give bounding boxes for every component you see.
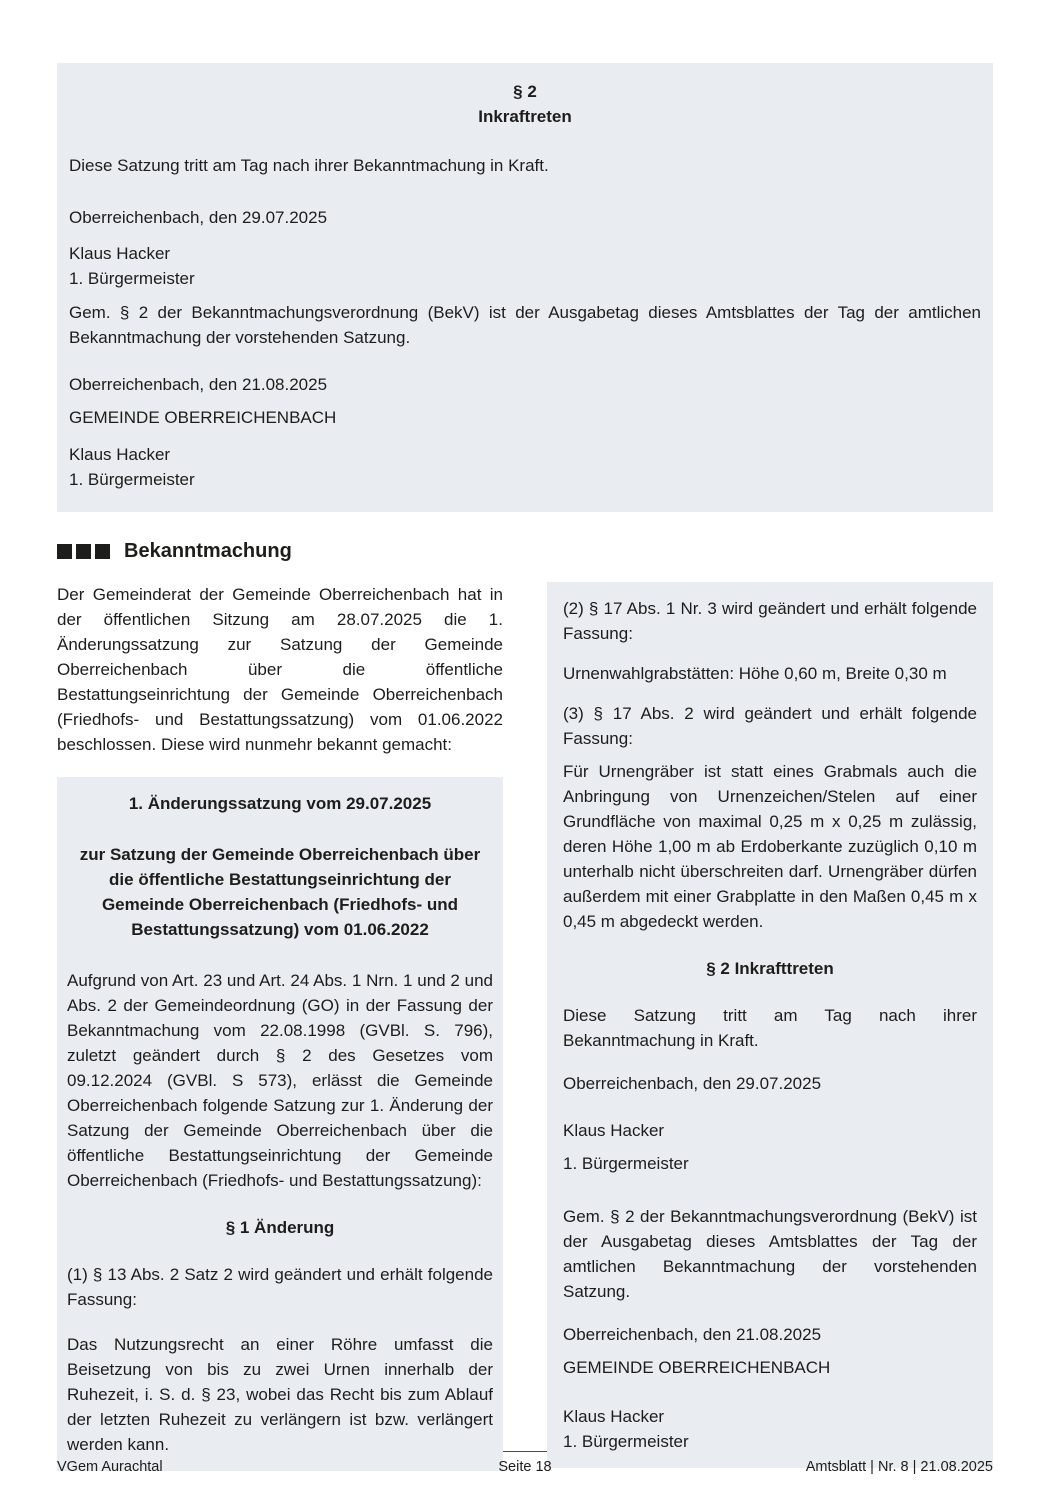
top-box-heading-paragraph-number: § 2 xyxy=(513,82,537,101)
signer-name: Klaus Hacker xyxy=(69,445,171,464)
footer-issue-info: Amtsblatt | Nr. 8 | 21.08.2025 xyxy=(805,1459,993,1475)
signer-title: 1. Bürgermeister xyxy=(69,269,195,288)
legal-basis-paragraph: Aufgrund von Art. 23 und Art. 24 Abs. 1 Nrn. 1 und 2 und Abs. 2 der Gemeindeordnung (GO) in der Fassung der Bekanntmachung vom 22.08.1998 (GVBl. S. 796), zuletzt geändert durch § 2 des Gesetzes vom 09.12.2024 (GVBl. S 573), erlässt die Gemeinde Oberreichenbach folgende Satzung zur 1. Änderung der Satzung der Gemeinde Oberreichenbach über die öffentliche Bestattungseinrichtung der Gemeinde Oberreichenbach (Friedhofs- und Bestattungssatzung): xyxy=(67,971,493,1190)
satzung-title: 1. Änderungssatzung vom 29.07.2025 xyxy=(128,794,432,813)
left-column xyxy=(57,582,503,1454)
top-box-date-1: Oberreichenbach, den 29.07.2025 xyxy=(69,208,328,227)
amendment-1-text: Das Nutzungsrecht an einer Röhre umfasst die Beisetzung von bis zu zwei Urnen innerhalb der Ruhezeit, i. S. d. § 23, wobei das Recht bis zum Ablauf der letzten Ruhezeit zu verlängern ist bzw. verlängert werden kann. xyxy=(67,1335,493,1454)
section-marker-square-icon xyxy=(76,544,91,559)
top-box-effective-clause: Diese Satzung tritt am Tag nach ihrer Bekanntmachung in Kraft. xyxy=(69,156,549,175)
right-column xyxy=(547,582,993,1451)
top-box-heading xyxy=(69,79,981,129)
top-box-municipality: GEMEINDE OBERREICHENBACH xyxy=(69,408,337,427)
right-box-date-2: Oberreichenbach, den 21.08.2025 xyxy=(563,1325,822,1344)
top-box-signature-1 xyxy=(69,241,981,291)
satzung-subtitle: zur Satzung der Gemeinde Oberreichenbach über die öffentliche Bestattungseinrichtung der Gemeinde Oberreichenbach (Friedhofs- und Bestattungssatzung) vom 01.06.2022 xyxy=(79,845,481,939)
two-column-body xyxy=(57,582,993,1454)
top-box-heading-title: Inkraftreten xyxy=(478,107,572,126)
footer-page-number: Seite 18 xyxy=(498,1459,552,1475)
top-box-publication-clause: Gem. § 2 der Bekanntmachungsverordnung (BekV) ist der Ausgabetag dieses Amtsblattes der Tag der amtlichen Bekanntmachung der vorstehenden Satzung. xyxy=(69,303,981,347)
bekanntmachung-heading xyxy=(57,540,993,562)
signer-name: Klaus Hacker xyxy=(563,1121,665,1140)
amendment-satzung-box xyxy=(57,777,503,1471)
signer-title: 1. Bürgermeister xyxy=(563,1432,689,1451)
amendment-3-text: Für Urnengräber ist statt eines Grabmals auch die Anbringung von Urnenzeichen/Stelen auf einer Grundfläche von maximal 0,25 m x 0,25 m zulässig, deren Höhe 1,00 m ab Erdoberkante zuzüglich 0,10 m unterhalb nicht überschreiten darf. Urnengräber dürfen außerdem mit einer Grabplatte in den Maßen 0,45 m x 0,45 m abgedeckt werden. xyxy=(563,762,977,931)
top-notice-box xyxy=(57,63,993,512)
right-box-signature-1 xyxy=(563,1118,977,1176)
amendment-3-intro: (3) § 17 Abs. 2 wird geändert und erhält folgende Fassung: xyxy=(563,704,977,748)
right-box-date-1: Oberreichenbach, den 29.07.2025 xyxy=(563,1074,822,1093)
effective-clause: Diese Satzung tritt am Tag nach ihrer Bekanntmachung in Kraft. xyxy=(563,1006,977,1050)
footer-publisher: VGem Aurachtal xyxy=(57,1459,163,1475)
top-box-date-2: Oberreichenbach, den 21.08.2025 xyxy=(69,375,328,394)
section-marker-square-icon xyxy=(95,544,110,559)
amendment-2-intro: (2) § 17 Abs. 1 Nr. 3 wird geändert und erhält folgende Fassung: xyxy=(563,599,977,643)
section-title: Bekanntmachung xyxy=(124,540,292,562)
amendment-1-intro: (1) § 13 Abs. 2 Satz 2 wird geändert und erhält folgende Fassung: xyxy=(67,1265,493,1309)
publication-clause: Gem. § 2 der Bekanntmachungsverordnung (BekV) ist der Ausgabetag dieses Amtsblattes der Tag der amtlichen Bekanntmachung der vorstehenden Satzung. xyxy=(563,1207,977,1301)
signer-title: 1. Bürgermeister xyxy=(69,470,195,489)
signer-name: Klaus Hacker xyxy=(69,244,171,263)
signer-title: 1. Bürgermeister xyxy=(563,1154,689,1173)
amendment-continuation-box xyxy=(547,582,993,1468)
section-marker-square-icon xyxy=(57,544,72,559)
right-box-signature-2 xyxy=(563,1404,977,1454)
council-resolution-intro: Der Gemeinderat der Gemeinde Oberreichenbach hat in der öffentlichen Sitzung am 28.07.2025 die 1. Änderungssatzung zur Satzung der Gemeinde Oberreichenbach über die öffentliche Bestattungseinrichtung der Gemeinde Oberreichenbach (Friedhofs- und Bestattungssatzung) vom 01.06.2022 beschlossen. Diese wird nunmehr bekannt gemacht: xyxy=(57,585,503,754)
section-2-heading: § 2 Inkrafttreten xyxy=(706,959,834,978)
amendment-2-text: Urnenwahlgrabstätten: Höhe 0,60 m, Breite 0,30 m xyxy=(563,664,947,683)
right-box-municipality: GEMEINDE OBERREICHENBACH xyxy=(563,1358,831,1377)
section-1-heading: § 1 Änderung xyxy=(225,1218,335,1237)
top-box-signature-2 xyxy=(69,442,981,492)
signer-name: Klaus Hacker xyxy=(563,1407,665,1426)
